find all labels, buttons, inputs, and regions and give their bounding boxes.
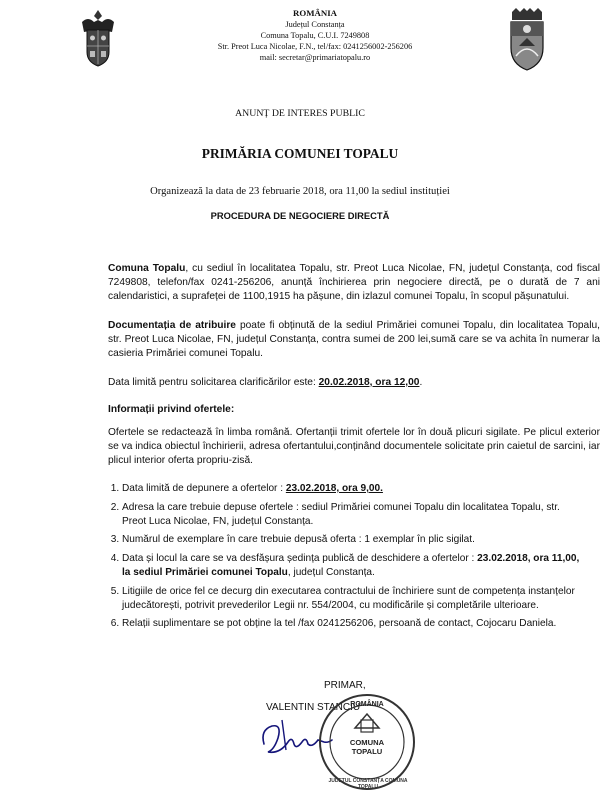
letterhead-address: Str. Preot Luca Nicolae, F.N., tel/fax: 0241256002-256206 — [217, 42, 413, 51]
list-item-text: Numărul de exemplare în care trebuie depusă oferta : 1 exemplar în plic sigilat. — [122, 534, 475, 546]
clarification-deadline-label: Data limită pentru solicitarea clarificărilor este: — [108, 377, 319, 388]
topalu-coat-of-arms-icon — [506, 6, 548, 72]
list-item — [122, 501, 584, 529]
list-item-text: Data limită de depunere a ofertelor : — [122, 483, 286, 494]
stamp-top-text: ROMÂNIA — [350, 701, 384, 708]
clarification-deadline-value: 20.02.2018, ora 12,00 — [318, 377, 420, 388]
stamp-ring-text: JUDEȚUL CONSTANȚA COMUNA TOPALU — [328, 778, 408, 790]
romania-coat-of-arms-icon — [78, 8, 118, 70]
list-item — [122, 533, 584, 547]
notice-type: ANUNȚ DE INTERES PUBLIC — [235, 108, 365, 119]
letterhead-country: ROMÂNIA — [293, 8, 337, 18]
clarification-deadline-end: . — [419, 377, 423, 388]
notice-organizes: Organizează la data de 23 februarie 2018, ora 11,00 la sediul instituției — [150, 186, 450, 197]
mayor-title: PRIMAR, — [324, 680, 366, 691]
list-item-bold: 23.02.2018, ora 9,00. — [285, 483, 383, 494]
letterhead — [170, 8, 460, 63]
list-item-bold: 23.02.2018, ora 11,00, la sediul Primăriei comunei Topalu — [122, 553, 580, 578]
list-item-text: Data și locul la care se va desfășura ședința publică de deschidere a ofertelor : — [122, 553, 478, 565]
offers-paragraph — [80, 426, 600, 469]
list-item — [122, 617, 584, 631]
paragraph-lease-text: , cu sediul în localitatea Topalu, str. Preot Luca Nicolae, FN, județul Constanța, cod fiscal 7249808, telefon/fax 0241-256206, anunță închirierea prin negociere directă, pe o durată de 7 ani calendaristici, a suprafeței de 1100,1915 ha pășune, din izlazul comunei Topalu, în scopul pășunatului. — [108, 263, 600, 303]
list-item — [122, 552, 584, 580]
paragraph-documentation-text: poate fi obținută de la sediul Primăriei comunei Topalu, din localitatea Topalu, str. Preot Luca Nicolae, FN, județul Constanța, contra sumei de 200 lei,sumă care se va achita în numerar la casieria Primăriei comunei Topalu. — [108, 320, 600, 360]
paragraph-documentation — [80, 319, 600, 362]
letterhead-county: Județul Constanța — [285, 20, 345, 29]
list-item-text: Relații suplimentare se pot obține la tel /fax 0241256206, persoană de contact, Cojocaru Daniela. — [122, 618, 557, 630]
paragraph-documentation-bold: Documentația de atribuire — [108, 320, 236, 331]
letterhead-email: mail: secretar@primariatopalu.ro — [259, 53, 371, 62]
paragraph-lease-announcement — [80, 262, 600, 305]
stamp-center-text: COMUNA TOPALU — [349, 738, 385, 756]
offers-heading: Informații privind ofertele: — [108, 404, 235, 415]
offers-heading-row — [80, 403, 600, 417]
list-item — [122, 482, 584, 496]
list-item-text-end: , județul Constanța. — [287, 566, 375, 578]
offer-details-list — [80, 482, 584, 636]
notice-procedure: PROCEDURA DE NEGOCIERE DIRECTĂ — [210, 210, 390, 221]
clarification-deadline — [80, 376, 600, 390]
offers-paragraph-text: Ofertele se redactează în limba română. Ofertanții trimit ofertele lor în două plicuri sigilate. Pe plicul exterior se va indica obiectul închirierii, adresa ofertantului,conținând documentele solicitate prin caietul de sarcini, iar plicul interior oferta propriu-zisă. — [108, 427, 600, 467]
paragraph-lease-bold: Comuna Topalu — [108, 263, 186, 274]
list-item-text: Litigiile de orice fel ce decurg din executarea contractului de închiriere sunt de competența instanțelor judecătorești, potrivit prevederilor Legii nr. 554/2004, cu modificările și completările ulterioare. — [122, 585, 575, 611]
notice-title: PRIMĂRIA COMUNEI TOPALU — [201, 146, 399, 161]
list-item-text: Adresa la care trebuie depuse ofertele : sediul Primăriei comunei Topalu din localitatea Topalu, str. Preot Luca Nicolae, FN, județul Constanța. — [122, 501, 560, 527]
list-item — [122, 585, 584, 613]
mayor-name: VALENTIN STANCIU — [266, 702, 361, 713]
letterhead-commune: Comuna Topalu, C.U.I. 7249808 — [260, 31, 370, 40]
